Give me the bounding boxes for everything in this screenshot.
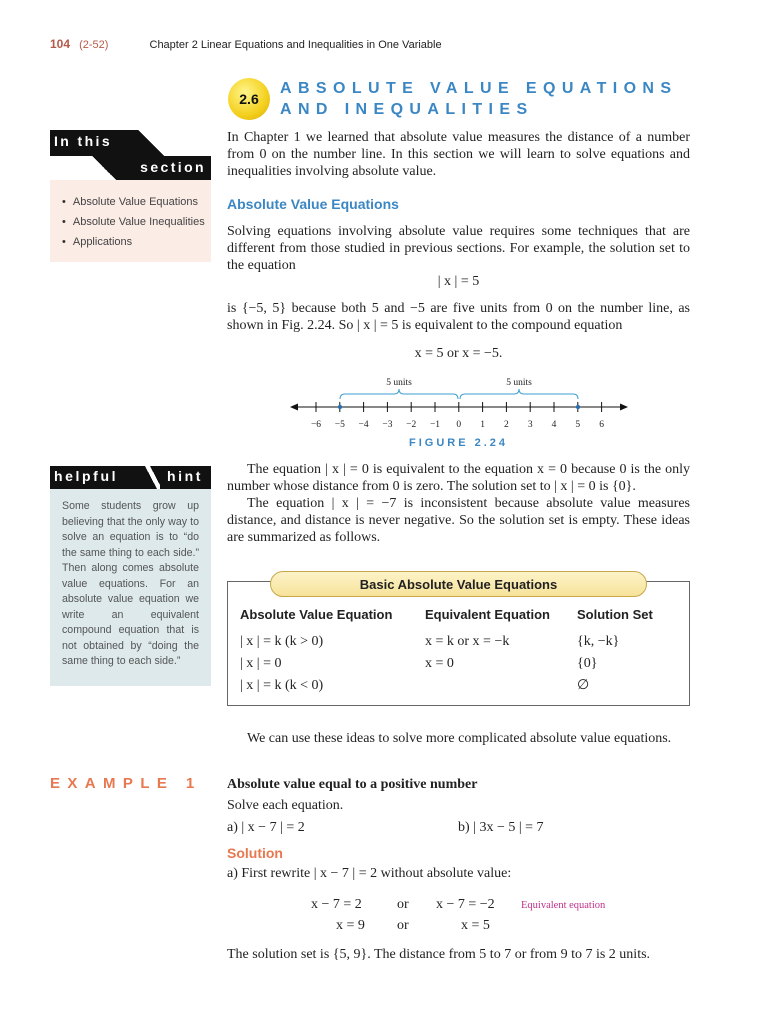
- paragraph-4: The equation | x | = −7 is inconsistent because absolute value measures distance, and distance is never negative. So the solution set is empty. These ideas are summarized as follows.: [227, 496, 690, 545]
- helpful-hint-banner: [50, 466, 211, 489]
- in-this-section-banner: [50, 130, 211, 180]
- right-span-label: 5 units: [506, 378, 532, 388]
- example-part-b: b) | 3x − 5 | = 7: [458, 820, 544, 835]
- tick-label: 1: [480, 420, 485, 430]
- section-title-line1: ABSOLUTE VALUE EQUATIONS: [280, 80, 678, 97]
- tick-label: −1: [429, 420, 441, 430]
- table-cell: ∅: [577, 678, 590, 693]
- page-number-alt: (2-52): [79, 39, 109, 51]
- section-topic-list: [50, 180, 211, 252]
- compound-equation: x = 5 or x = −5.: [414, 346, 503, 361]
- example-title: Absolute value equal to a positive number: [227, 777, 478, 792]
- section-topic-item: • Applications: [62, 232, 211, 252]
- table-cell: {0}: [577, 656, 598, 671]
- section-topic-item: • Absolute Value Equations: [62, 192, 211, 212]
- equivalent-equation-note: Equivalent equation: [521, 900, 606, 911]
- eq-row2-right: x = 5: [461, 918, 490, 933]
- column-header: Absolute Value Equation: [240, 607, 393, 622]
- example-instruction: Solve each equation.: [227, 798, 344, 813]
- chapter-title: Chapter 2 Linear Equations and Inequalities in One Variable: [149, 39, 442, 51]
- paragraph-5: We can use these ideas to solve more complicated absolute value equations.: [247, 731, 672, 746]
- page-number: 104: [50, 37, 71, 51]
- section-number-badge: 2.6: [228, 78, 270, 120]
- solution-conclusion: The solution set is {5, 9}. The distance from 5 to 7 or from 9 to 7 is 2 units.: [227, 947, 651, 962]
- section-title-line2: AND INEQUALITIES: [280, 101, 534, 118]
- tick-label: 6: [599, 420, 604, 430]
- paragraph-3: The equation | x | = 0 is equivalent to the equation x = 0 because 0 is the only number whose distance from 0 is zero. The solution set to | x | = 0 is {0}.: [227, 462, 690, 494]
- right-arrow: [620, 404, 628, 411]
- left-span-label: 5 units: [386, 378, 412, 388]
- table-cell: [425, 675, 577, 697]
- summary-header-row: [240, 605, 680, 631]
- paragraph-2: is {−5, 5} because both 5 and −5 are five units from 0 on the number line, as shown in Fig. 2.24. So | x | = 5 is equivalent to the compound equation: [227, 301, 690, 333]
- summary-title: Basic Absolute Value Equations: [270, 571, 647, 597]
- subheading: Absolute Value Equations: [227, 196, 399, 212]
- tick-label: −6: [310, 420, 322, 430]
- section-title: [280, 78, 677, 120]
- left-arrow: [290, 404, 298, 411]
- running-header: [50, 37, 442, 51]
- eq-row1-left: x − 7 = 2: [311, 897, 362, 912]
- table-row: [240, 631, 680, 653]
- section-label: section: [140, 159, 206, 175]
- paragraph-1: Solving equations involving absolute value requires some techniques that are different from those studied in previous sections. For example, the solution set to the equation: [227, 224, 690, 273]
- eq-row2-or: or: [397, 918, 409, 933]
- solution-label: Solution: [227, 845, 283, 861]
- tick-label: 4: [551, 420, 557, 430]
- table-cell: x = k or x = −k: [425, 634, 510, 649]
- left-span-brace: [340, 389, 458, 399]
- table-row: [240, 675, 680, 697]
- summary-table: [240, 605, 680, 697]
- example-label: EXAMPLE 1: [50, 775, 202, 792]
- right-span-brace: [460, 389, 578, 399]
- number-line-figure: [288, 372, 633, 432]
- tick-label: −5: [334, 420, 345, 430]
- tick-label: −2: [406, 420, 417, 430]
- table-cell: x = 0: [425, 656, 454, 671]
- tick-label: 3: [527, 420, 533, 430]
- in-this-label: In this: [54, 133, 113, 149]
- tick-label: 2: [504, 420, 509, 430]
- eq-row1-or: or: [397, 897, 409, 912]
- helpful-hint-text: Some students grow up believing that the only way to solve an equation is to “do the same thing to each side.” Then along comes absolute value equations. For an absolute value equation we write an equivalent compound equation that is not obtained by “doing the same thing to each side.”: [62, 500, 199, 667]
- tick-label: −4: [358, 420, 369, 430]
- table-cell: | x | = k (k < 0): [240, 678, 324, 693]
- solution-step-intro: a) First rewrite | x − 7 | = 2 without absolute value:: [227, 866, 512, 881]
- section-topic-item: • Absolute Value Inequalities: [62, 212, 211, 232]
- table-cell: | x | = 0: [240, 656, 282, 671]
- tick-label: 5: [575, 420, 581, 430]
- helpful-hint-box: [50, 466, 211, 686]
- eq-row2-left: x = 9: [336, 918, 365, 933]
- column-header: Solution Set: [577, 607, 653, 622]
- example-part-a: a) | x − 7 | = 2: [227, 820, 305, 835]
- point-neg-5: [338, 405, 342, 409]
- tick-label: −3: [382, 420, 393, 430]
- equation-abs-x-5: | x | = 5: [437, 274, 480, 289]
- column-header: Equivalent Equation: [425, 607, 550, 622]
- tick-label: 0: [456, 420, 462, 430]
- point-5: [576, 405, 580, 409]
- eq-row1-right: x − 7 = −2: [436, 897, 495, 912]
- figure-label: FIGURE 2.24: [408, 437, 509, 449]
- in-this-section-box: [50, 130, 211, 262]
- table-row: [240, 653, 680, 675]
- intro-paragraph: In Chapter 1 we learned that absolute value measures the distance of a number from 0 on the number line. In this section we will learn to solve equations and inequalities involving absolute value.: [227, 130, 690, 179]
- table-cell: | x | = k (k > 0): [240, 634, 324, 649]
- table-cell: {k, −k}: [577, 634, 620, 649]
- helpful-label: helpful: [54, 468, 119, 484]
- hint-label: hint: [167, 468, 204, 484]
